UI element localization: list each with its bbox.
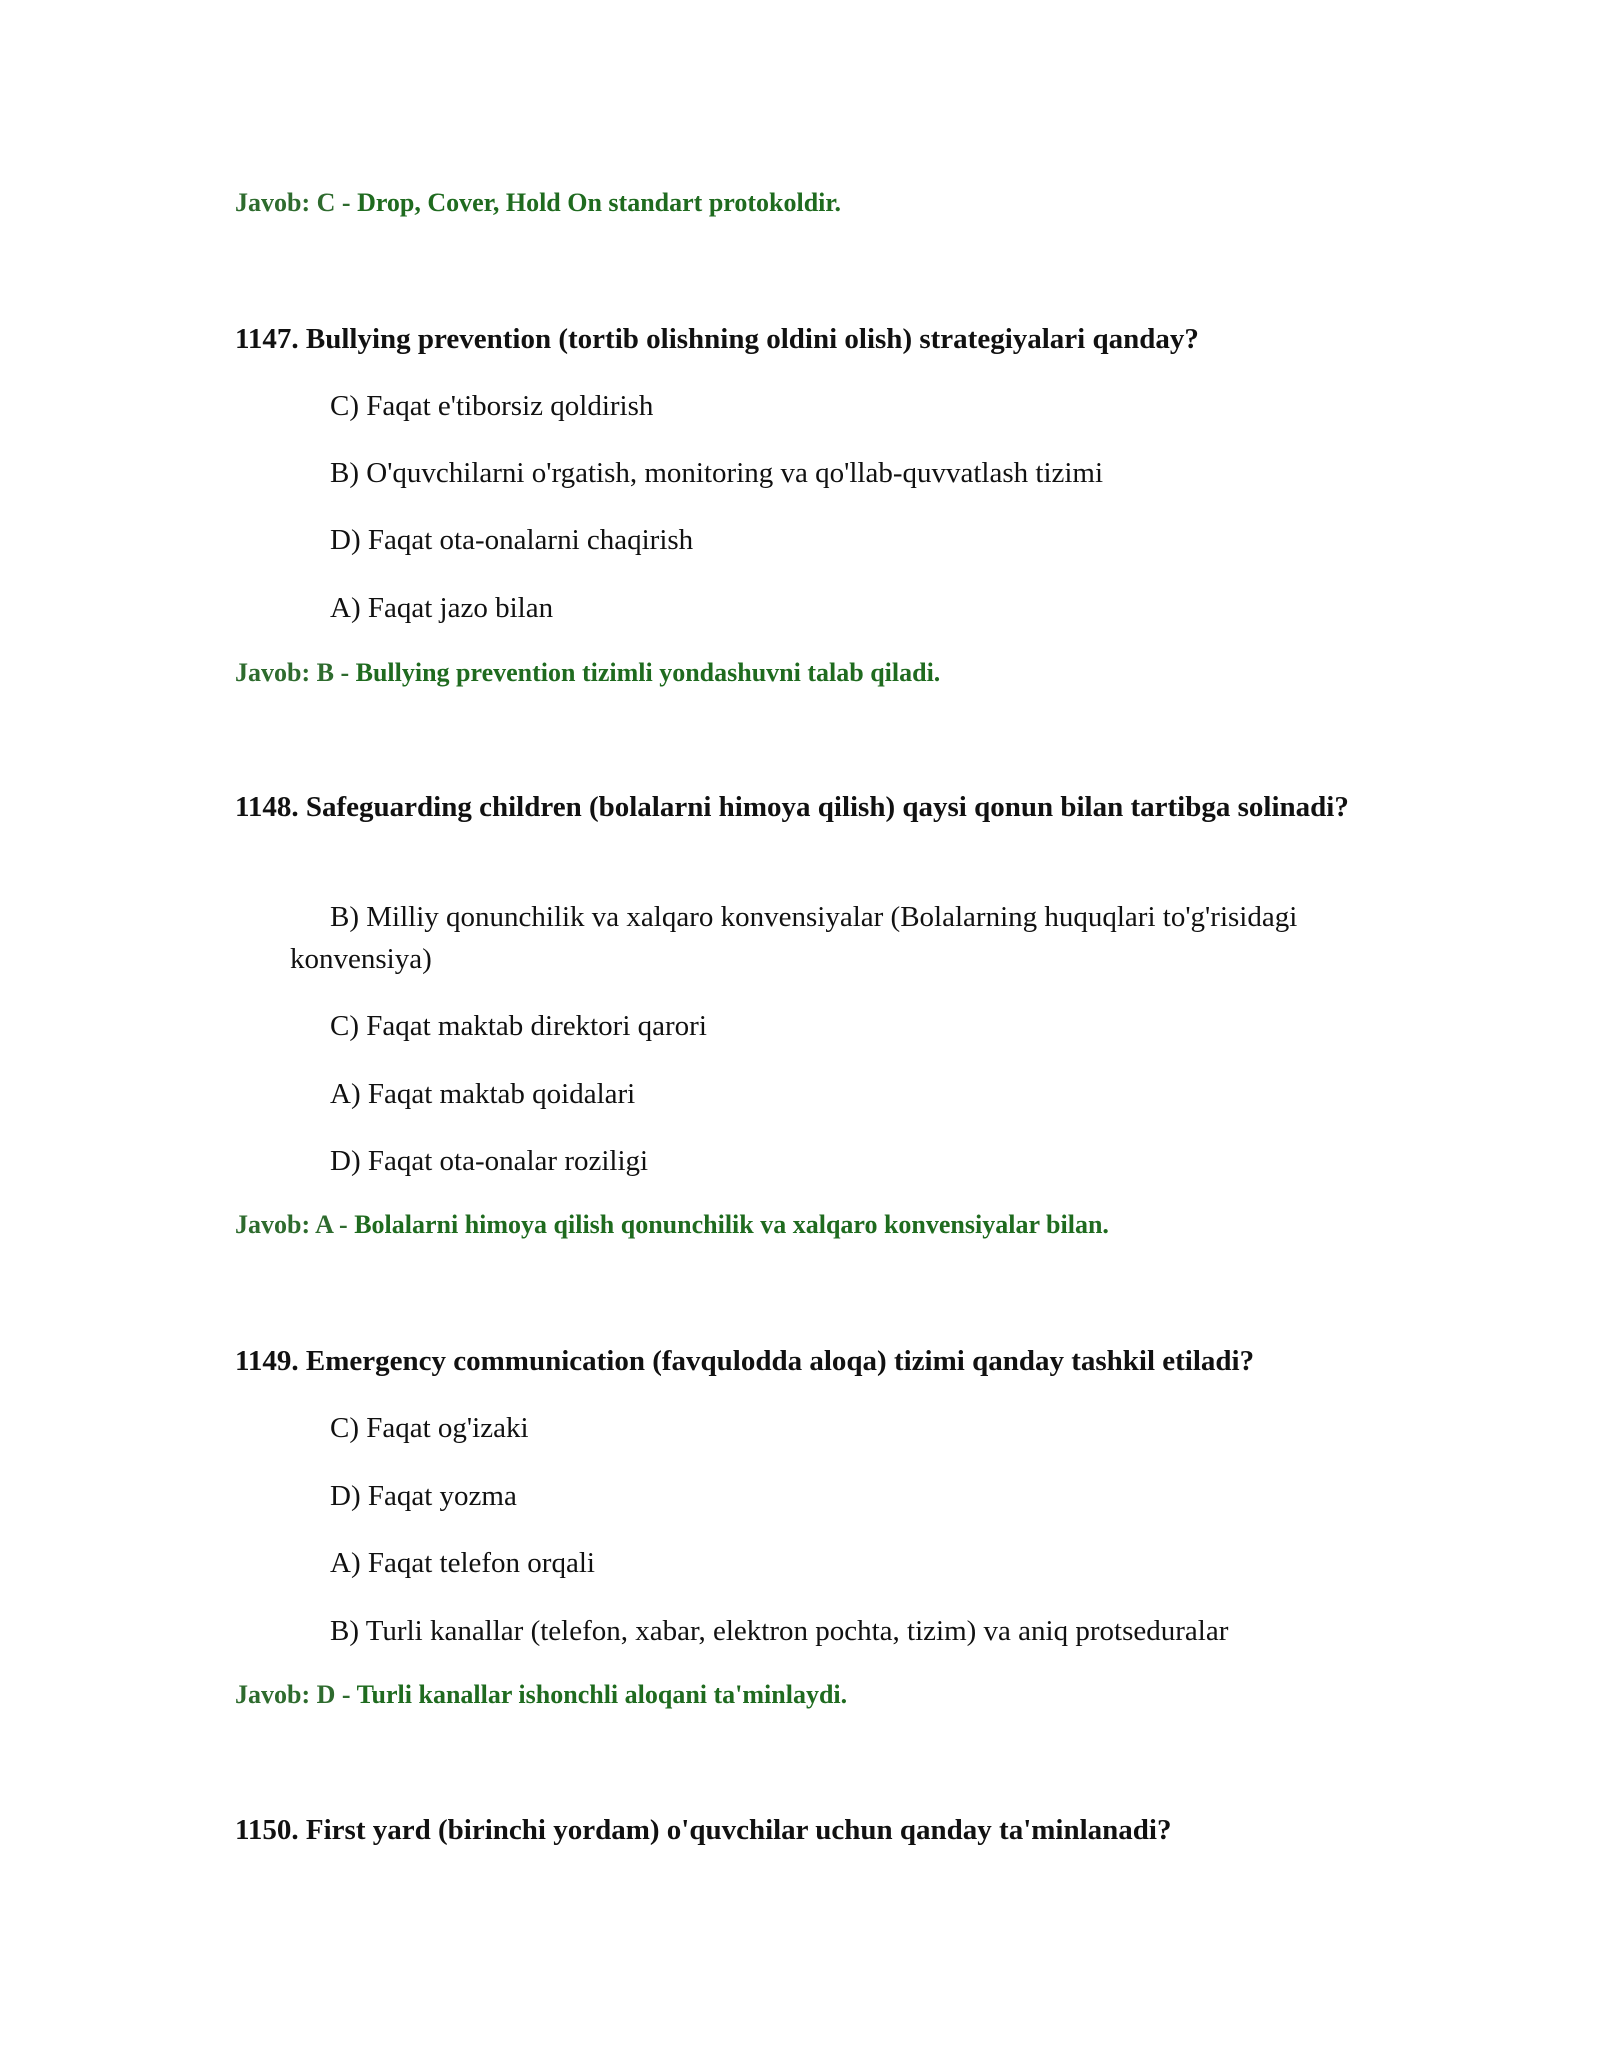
question-1148: 1148. Safeguarding children (bolalarni himoya qilish) qaysi qonun bilan tartibga solinadi?: [235, 791, 1349, 823]
answer-text: Bullying prevention tizimli yondashuvni talab qiladi.: [355, 658, 941, 687]
option-1147-b: B) O'quvchilarni o'rgatish, monitoring va qo'llab-quvvatlash tizimi: [330, 457, 1104, 489]
answer-text: Drop, Cover, Hold On standart protokoldir.: [357, 188, 842, 217]
option-1149-a: A) Faqat telefon orqali: [330, 1547, 595, 1579]
option-1148-c: C) Faqat maktab direktori qarori: [330, 1010, 707, 1042]
answer-line-1148: [235, 1208, 1109, 1242]
option-1149-c: C) Faqat og'izaki: [330, 1412, 529, 1444]
answer-label: Javob: A -: [235, 1210, 355, 1239]
answer-text: Turli kanallar ishonchli aloqani ta'minlaydi.: [356, 1680, 848, 1709]
question-1149: 1149. Emergency communication (favqulodda aloqa) tizimi qanday tashkil etiladi?: [235, 1345, 1255, 1377]
answer-line-1149: [235, 1678, 847, 1712]
option-1148-d: D) Faqat ota-onalar roziligi: [330, 1145, 649, 1177]
answer-label: Javob: B -: [235, 658, 356, 687]
answer-label: Javob: C -: [235, 188, 358, 217]
answer-text: Bolalarni himoya qilish qonunchilik va xalqaro konvensiyalar bilan.: [354, 1210, 1109, 1239]
answer-line-1147: [235, 656, 940, 690]
question-1147: 1147. Bullying prevention (tortib olishning oldini olish) strategiyalari qanday?: [235, 323, 1199, 355]
option-1147-c: C) Faqat e'tiborsiz qoldirish: [330, 390, 654, 422]
option-1148-a: A) Faqat maktab qoidalari: [330, 1078, 636, 1110]
answer-label: Javob: D -: [235, 1680, 357, 1709]
option-1147-a: A) Faqat jazo bilan: [330, 592, 554, 624]
answer-line-1146: [235, 186, 841, 220]
option-1149-b: B) Turli kanallar (telefon, xabar, elektron pochta, tizim) va aniq protseduralar: [330, 1615, 1229, 1647]
option-1148-b: B) Milliy qonunchilik va xalqaro konvensiyalar (Bolalarning huquqlari to'g'risidagi konvensiya): [290, 901, 1298, 975]
option-1147-d: D) Faqat ota-onalarni chaqirish: [330, 524, 694, 556]
question-1150: 1150. First yard (birinchi yordam) o'quvchilar uchun qanday ta'minlanadi?: [235, 1814, 1172, 1846]
option-1149-d: D) Faqat yozma: [330, 1480, 517, 1512]
